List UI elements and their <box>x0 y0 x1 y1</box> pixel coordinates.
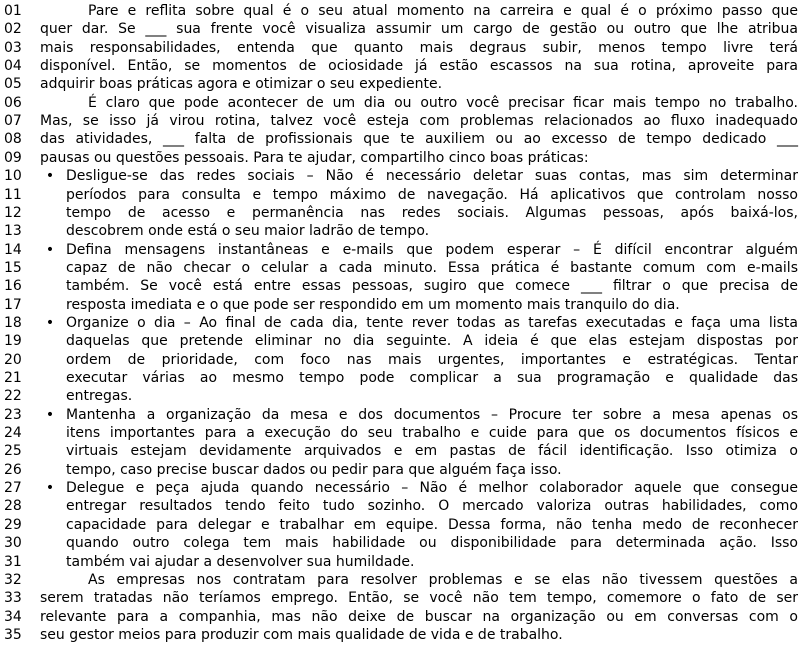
line-number: 25 <box>4 443 22 460</box>
line-number: 14 <box>4 241 22 258</box>
text-line <box>0 608 801 626</box>
text-line <box>0 57 801 75</box>
bullet-icon: • <box>45 480 55 497</box>
text-line <box>0 553 801 571</box>
line-text: Mantenha a organização da mesa e dos documentos – Procure ter sobre a mesa apenas os <box>66 406 798 423</box>
line-number: 11 <box>4 186 22 203</box>
text-line <box>0 130 801 148</box>
line-number: 22 <box>4 388 22 405</box>
text-line <box>0 20 801 38</box>
text-line <box>0 314 801 332</box>
text-line <box>0 351 801 369</box>
text-line <box>0 516 801 534</box>
line-text: períodos para consulta e tempo máximo de navegação. Há aplicativos que controlam nosso <box>66 186 798 203</box>
line-number: 33 <box>4 590 22 607</box>
line-text: Pare e reflita sobre qual é o seu atual momento na carreira e qual é o próximo passo que <box>88 3 798 19</box>
line-text: seu gestor meios para produzir com mais qualidade de vida e de trabalho. <box>40 626 563 643</box>
text-line <box>0 204 801 222</box>
line-number: 13 <box>4 223 22 240</box>
line-text: entregas. <box>66 388 133 405</box>
text-line <box>0 186 801 204</box>
text-line <box>0 534 801 552</box>
text-line <box>0 589 801 607</box>
line-text: daquelas que pretende eliminar no dia seguinte. A ideia é que elas estejam dispostas por <box>66 333 798 350</box>
bullet-icon: • <box>45 406 55 423</box>
line-number: 23 <box>4 406 22 423</box>
line-text: quer dar. Se ___ sua frente você visualiza assumir um cargo de gestão ou outro que lhe atribua <box>40 21 798 38</box>
line-text: ordem de prioridade, com foco nas mais urgentes, importantes e estratégicas. Tentar <box>66 351 798 368</box>
line-number: 24 <box>4 425 22 442</box>
line-number: 30 <box>4 535 22 552</box>
text-line <box>0 2 801 20</box>
line-text: É claro que pode acontecer de um dia ou outro você precisar ficar mais tempo no trabalho. <box>88 94 798 111</box>
line-number: 05 <box>4 76 22 93</box>
text-line <box>0 626 801 644</box>
line-number: 34 <box>4 608 22 625</box>
line-number: 03 <box>4 39 22 56</box>
line-text: Defina mensagens instantâneas e e-mails que podem esperar – É difícil encontrar alguém <box>66 241 798 258</box>
text-line <box>0 39 801 57</box>
line-number: 20 <box>4 351 22 368</box>
text-line <box>0 149 801 167</box>
line-text: Organize o dia – Ao final de cada dia, tente rever todas as tarefas executadas e faça uma lista <box>66 314 798 331</box>
line-text: também. Se você está entre essas pessoas, sugiro que comece ___ filtrar o que precisa de <box>66 278 798 295</box>
line-text: Mas, se isso já virou rotina, talvez você esteja com problemas relacionados ao fluxo inadequado <box>40 113 798 130</box>
line-text: virtuais estejam devidamente arquivados e em pastas de fácil identificação. Isso otimiza o <box>66 443 798 460</box>
line-number: 28 <box>4 498 22 515</box>
line-text: Delegue e peça ajuda quando necessário – Não é melhor colaborador aquele que consegue <box>66 480 798 497</box>
text-line <box>0 167 801 185</box>
line-text: pausas ou questões pessoais. Para te ajudar, compartilho cinco boas práticas: <box>40 149 589 166</box>
line-number: 06 <box>4 94 22 111</box>
line-text: itens importantes para a execução do seu trabalho e cuide para que os documentos físicos e <box>66 425 798 442</box>
line-text: adquirir boas práticas agora e otimizar o seu expediente. <box>40 76 443 93</box>
bullet-icon: • <box>45 241 55 258</box>
text-line <box>0 424 801 442</box>
line-number: 07 <box>4 113 22 130</box>
line-number: 31 <box>4 553 22 570</box>
text-line <box>0 241 801 259</box>
line-number: 19 <box>4 333 22 350</box>
line-text: serem tratadas não teríamos emprego. Então, se você não tem tempo, comemore o fato de ser <box>40 590 798 607</box>
line-text: disponível. Então, se momentos de ociosidade já estão escassos na sua rotina, aproveite para <box>40 58 798 75</box>
line-number: 26 <box>4 461 22 478</box>
line-text: quando outro colega tem mais habilidade ou disponibilidade para determinada ação. Isso <box>66 535 798 552</box>
line-number: 32 <box>4 571 22 588</box>
line-number: 09 <box>4 149 22 166</box>
line-number: 29 <box>4 516 22 533</box>
line-number: 01 <box>4 3 22 19</box>
text-line <box>0 277 801 295</box>
text-line <box>0 332 801 350</box>
text-line <box>0 259 801 277</box>
line-text: As empresas nos contratam para resolver problemas e se elas não tivessem questões a <box>88 571 798 588</box>
text-line <box>0 571 801 589</box>
line-number: 16 <box>4 278 22 295</box>
line-number: 27 <box>4 480 22 497</box>
text-line <box>0 406 801 424</box>
text-line <box>0 479 801 497</box>
line-text: tempo de acesso e permanência nas redes sociais. Algumas pessoas, após baixá-los, <box>66 204 798 221</box>
line-number: 08 <box>4 131 22 148</box>
text-line <box>0 296 801 314</box>
text-line <box>0 387 801 405</box>
text-line <box>0 461 801 479</box>
text-line <box>0 222 801 240</box>
line-text: Desligue-se das redes sociais – Não é necessário deletar suas contas, mas sim determinar <box>66 168 798 185</box>
line-text: capaz de não checar o celular a cada minuto. Essa prática é bastante comum com e-mails <box>66 259 798 276</box>
text-line <box>0 497 801 515</box>
text-line <box>0 94 801 112</box>
bullet-icon: • <box>45 314 55 331</box>
line-text: tempo, caso precise buscar dados ou pedir para que alguém faça isso. <box>66 461 562 478</box>
line-text: executar várias ao mesmo tempo pode complicar a sua programação e qualidade das <box>66 370 798 386</box>
line-number: 15 <box>4 259 22 276</box>
bullet-icon: • <box>45 168 55 185</box>
text-line <box>0 75 801 93</box>
line-text: relevante para a companhia, mas não deixe de buscar na organização ou em conversas com o <box>40 608 798 625</box>
text-line <box>0 112 801 130</box>
line-text: mais responsabilidades, entenda que quanto mais degraus subir, menos tempo livre terá <box>40 39 798 56</box>
line-number: 04 <box>4 58 22 75</box>
line-text: descobrem onde está o seu maior ladrão de tempo. <box>66 223 430 240</box>
line-text: resposta imediata e o que pode ser respondido em um momento mais tranquilo do dia. <box>66 296 680 313</box>
line-number: 35 <box>4 626 22 643</box>
line-number: 17 <box>4 296 22 313</box>
text-line <box>0 442 801 460</box>
line-number: 02 <box>4 21 22 38</box>
line-text: entregar resultados tendo feito tudo sozinho. O mercado valoriza outras habilidades, como <box>66 498 798 515</box>
line-text: das atividades, ___ falta de profissionais que te auxiliem ou ao excesso de tempo dedicado ___ <box>40 131 798 148</box>
line-text: também vai ajudar a desenvolver sua humildade. <box>66 553 415 570</box>
line-number: 12 <box>4 204 22 221</box>
line-number: 10 <box>4 168 22 185</box>
line-number: 18 <box>4 314 22 331</box>
line-number: 21 <box>4 370 22 386</box>
text-line <box>0 369 801 387</box>
line-text: capacidade para delegar e trabalhar em equipe. Dessa forma, não tenha medo de reconhecer <box>66 516 798 533</box>
